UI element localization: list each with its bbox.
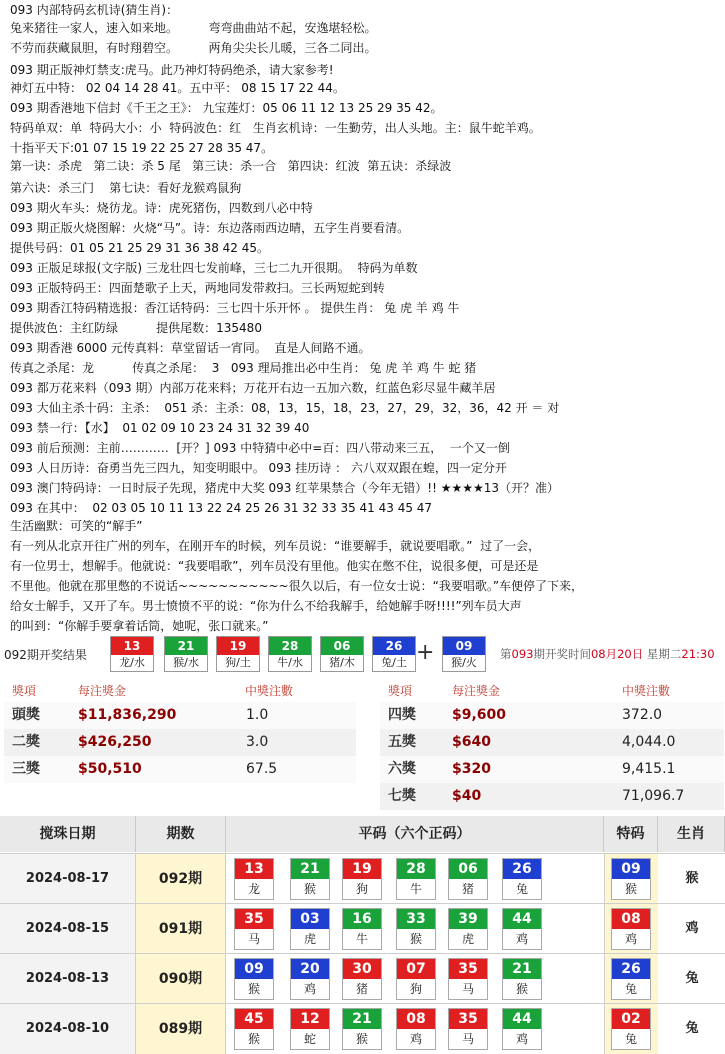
history-special-number: 26 [612, 959, 650, 979]
draw-ball-zodiac: 兔/土 [381, 656, 407, 669]
prize-money: $9,600 [452, 707, 507, 723]
history-ball-number: 08 [397, 1009, 435, 1029]
history-ball-zodiac: 猴 [409, 932, 422, 946]
history-table [0, 816, 725, 1053]
history-row [0, 853, 725, 904]
history-special-zodiac: 兔 [624, 1032, 637, 1046]
text-line: 给女士解手，又开了车。男士愤愤不平的说：“你为什么不给我解手，给她解手呀!!!!”列车员大声 [10, 599, 522, 613]
prize-row [376, 756, 725, 783]
text-line: 第六诀：杀三门 第七诀：看好龙猴鸡鼠狗 [10, 181, 242, 195]
draw-ball-number: 13 [111, 637, 153, 655]
text-line: 093 前后预测：主前………… [开？] 093 中特猜中必中=百：四八带动来三五， 一个又一倒 [10, 441, 510, 455]
history-ball [342, 958, 382, 1000]
history-date: 2024-08-10 [0, 1004, 136, 1054]
history-ball-number: 44 [503, 909, 541, 929]
prize-name: 六獎 [388, 761, 416, 777]
history-special-zodiac: 兔 [624, 982, 637, 996]
next-draw-prefix: 第 [500, 647, 512, 661]
text-line: 093 期香江特码精选报：香江话特码：三七四十乐开怀 。 提供生肖： 兔 虎 羊 鸡 牛 [10, 301, 460, 315]
text-line: 093 都万花来料（093 期）内部万花来料；万花开右边一五加六数，红蓝色彩尽显牛藏羊居 [10, 381, 496, 395]
history-special-cell [604, 954, 658, 1004]
history-period: 092期 [136, 854, 226, 904]
text-line: 提供波色：主红防绿 提供尾数：135480 [10, 321, 262, 335]
prize-money: $40 [452, 788, 482, 804]
draw-ball-number: 06 [321, 637, 363, 655]
prize-row [376, 702, 725, 729]
history-ball [342, 1008, 382, 1050]
history-ball-number: 26 [503, 859, 541, 879]
text-line: 093 期正版火烧图解：火烧“马”。诗：东边落雨西边晴，五字生肖要看清。 [10, 221, 410, 235]
text-line: 第一诀：杀虎 第二诀：杀 5 尾 第三诀：杀一合 第四诀：红波 第五诀：杀绿波 [10, 159, 452, 173]
history-ball-number: 09 [235, 959, 273, 979]
history-special-number: 08 [612, 909, 650, 929]
history-period: 091期 [136, 904, 226, 954]
prize-count: 71,096.7 [622, 788, 685, 804]
history-ball-zodiac: 牛 [355, 932, 368, 946]
text-line: 093 内部特码玄机诗(猜生肖)： [10, 3, 179, 17]
prize-money: $11,836,290 [78, 707, 177, 723]
history-ball-number: 13 [235, 859, 273, 879]
history-special-zodiac: 猴 [624, 882, 637, 896]
text-line: 有一列从北京开往广州的列车，在刚开车的时候，列车员说：“谁要解手，就说要唱歌。” 过了一会， [10, 539, 541, 553]
history-ball-zodiac: 猪 [355, 982, 368, 996]
history-header: 生肖 [658, 816, 725, 852]
history-special-number: 02 [612, 1009, 650, 1029]
history-special-ball [611, 958, 651, 1000]
history-ball-number: 19 [343, 859, 381, 879]
text-line: 的叫到：“你解手要拿着话筒，她呢，张口就来。” [10, 619, 269, 633]
history-ball-zodiac: 虎 [461, 932, 474, 946]
history-ball-number: 20 [291, 959, 329, 979]
text-line: 093 期正版神灯禁支:虎马。此乃神灯特码绝杀，请大家参考! [10, 63, 334, 77]
history-ball-zodiac: 猴 [355, 1032, 368, 1046]
history-ball [234, 858, 274, 900]
history-ball-number: 12 [291, 1009, 329, 1029]
history-ball-number: 03 [291, 909, 329, 929]
history-ball-number: 21 [343, 1009, 381, 1029]
draw-ball-zodiac: 牛/水 [277, 656, 303, 669]
history-ball-zodiac: 鸡 [409, 1032, 422, 1046]
draw-special-number: 09 [443, 637, 485, 655]
prize-row [376, 729, 725, 756]
history-ball [234, 908, 274, 950]
history-zodiac: 兔 [685, 1021, 699, 1036]
draw-ball-number: 21 [165, 637, 207, 655]
draw-ball-zodiac: 狗/土 [225, 656, 251, 669]
history-zodiac: 鸡 [685, 921, 699, 936]
draw-ball-number: 19 [217, 637, 259, 655]
history-ball [502, 858, 542, 900]
history-zodiac: 兔 [685, 971, 699, 986]
history-period: 089期 [136, 1004, 226, 1054]
history-ball-zodiac: 蛇 [303, 1032, 316, 1046]
draw-ball-zodiac: 龙/水 [119, 656, 145, 669]
history-special-ball [611, 858, 651, 900]
text-line: 有一位男士，想解手。他就说：“我要唱歌”，列车员没有里他。他实在憋不住，说很多便，可是还是 [10, 559, 539, 573]
prize-header: 獎項 [12, 684, 37, 698]
history-special-cell [604, 854, 658, 904]
draw-ball [110, 636, 154, 672]
next-draw-mid: 期开奖时间 [533, 647, 591, 661]
prize-header: 中獎注數 [245, 684, 294, 698]
history-ball-number: 33 [397, 909, 435, 929]
draw-ball [216, 636, 260, 672]
history-ball-number: 39 [449, 909, 487, 929]
history-ball-number: 35 [449, 959, 487, 979]
history-ball [502, 958, 542, 1000]
history-ball [290, 908, 330, 950]
history-ball [396, 858, 436, 900]
draw-special-ball [442, 636, 486, 672]
history-header: 特码 [604, 816, 658, 852]
next-draw-week: 星期二 [643, 647, 682, 661]
history-row [0, 953, 725, 1004]
history-ball-zodiac: 马 [461, 1032, 474, 1046]
history-ball-zodiac: 猴 [247, 982, 260, 996]
history-ball [290, 958, 330, 1000]
history-special-cell [604, 1004, 658, 1054]
history-ball [342, 908, 382, 950]
prize-name: 頭獎 [12, 707, 40, 723]
history-special-ball [611, 908, 651, 950]
history-ball-number: 06 [449, 859, 487, 879]
prize-money: $640 [452, 734, 491, 750]
history-ball-zodiac: 鸡 [515, 932, 528, 946]
history-ball-zodiac: 马 [247, 932, 260, 946]
prize-count: 372.0 [622, 707, 663, 723]
text-line: 093 澳门特码诗：一日时辰子先现，猪虎中大奖 093 红苹果禁合（今年无错）!! ★★★★13（开？准） [10, 481, 559, 495]
history-header: 搅珠日期 [0, 816, 136, 852]
history-special-number: 09 [612, 859, 650, 879]
text-line: 093 正版足球报(文字版) 三龙壮四七发前峰，三七二九开很期。 特码为单数 [10, 261, 418, 275]
history-ball-zodiac: 马 [461, 982, 474, 996]
prize-table [0, 680, 725, 808]
prize-header: 中獎注數 [622, 684, 671, 698]
plus-sign: + [416, 640, 435, 665]
history-header: 平码（六个正码） [226, 816, 604, 852]
prize-money: $50,510 [78, 761, 142, 777]
history-ball [502, 908, 542, 950]
draw-ball [164, 636, 208, 672]
text-line: 神灯五中特： 02 04 14 28 41。五中平： 08 15 17 22 44。 [10, 81, 345, 95]
history-special-cell [604, 904, 658, 954]
prize-name: 七獎 [388, 788, 416, 804]
history-ball-zodiac: 狗 [355, 882, 368, 896]
draw-result-label: 092期开奖结果 [4, 648, 87, 662]
text-line: 093 大仙主杀十码：主杀： 051 杀：主杀：08，13，15，18，23，27，29，32，36，42 开 ＝ 对 [10, 401, 560, 415]
history-ball-zodiac: 猪 [461, 882, 474, 896]
prize-header: 獎項 [388, 684, 413, 698]
history-row [0, 903, 725, 954]
history-ball-zodiac: 牛 [409, 882, 422, 896]
prize-money: $426,250 [78, 734, 152, 750]
draw-ball-zodiac: 猴/水 [173, 656, 199, 669]
prize-count: 1.0 [246, 707, 269, 723]
next-draw-period: 093 [511, 647, 534, 661]
history-ball [234, 958, 274, 1000]
history-ball-zodiac: 猴 [247, 1032, 260, 1046]
history-ball-number: 16 [343, 909, 381, 929]
history-ball [448, 858, 488, 900]
prize-name: 三獎 [12, 761, 40, 777]
prize-count: 9,415.1 [622, 761, 676, 777]
prize-count: 3.0 [246, 734, 269, 750]
text-line: 十指平天下:01 07 15 19 22 25 27 28 35 47。 [10, 141, 274, 155]
history-zodiac: 猴 [685, 871, 699, 886]
prize-row [0, 756, 350, 783]
draw-ball-number: 28 [269, 637, 311, 655]
text-line: 特码单双：单 特码大小：小 特码波色：红 生肖玄机诗：一生勤劳，出人头地。主：鼠牛蛇羊鸡。 [10, 121, 541, 135]
prize-header: 每注獎金 [78, 684, 127, 698]
history-ball [448, 958, 488, 1000]
history-ball-zodiac: 龙 [247, 882, 260, 896]
history-ball [502, 1008, 542, 1050]
history-period: 090期 [136, 954, 226, 1004]
prize-name: 四獎 [388, 707, 416, 723]
draw-ball [268, 636, 312, 672]
prize-count: 67.5 [246, 761, 278, 777]
history-ball-number: 21 [291, 859, 329, 879]
history-special-ball [611, 1008, 651, 1050]
next-draw-time [500, 646, 715, 662]
history-ball-zodiac: 狗 [409, 982, 422, 996]
history-ball-number: 30 [343, 959, 381, 979]
history-ball-number: 44 [503, 1009, 541, 1029]
text-line: 提供号码：01 05 21 25 29 31 36 38 42 45。 [10, 241, 270, 255]
history-ball-number: 35 [449, 1009, 487, 1029]
history-ball-number: 35 [235, 909, 273, 929]
history-ball [448, 1008, 488, 1050]
history-ball-number: 07 [397, 959, 435, 979]
history-ball-number: 45 [235, 1009, 273, 1029]
prize-name: 五獎 [388, 734, 416, 750]
history-date: 2024-08-17 [0, 854, 136, 904]
draw-ball-zodiac: 猪/木 [329, 656, 355, 669]
next-draw-date: 08月20日 [590, 647, 644, 661]
history-ball-zodiac: 猴 [515, 982, 528, 996]
history-ball [290, 1008, 330, 1050]
prize-count: 4,044.0 [622, 734, 676, 750]
history-date: 2024-08-13 [0, 954, 136, 1004]
prize-row [376, 783, 725, 810]
prize-money: $320 [452, 761, 491, 777]
history-ball-zodiac: 虎 [303, 932, 316, 946]
history-date: 2024-08-15 [0, 904, 136, 954]
next-draw-clock: 21:30 [681, 647, 715, 661]
history-ball-number: 28 [397, 859, 435, 879]
history-ball [396, 958, 436, 1000]
history-ball-zodiac: 猴 [303, 882, 316, 896]
draw-result-bar [0, 634, 725, 676]
history-row [0, 1003, 725, 1054]
text-line: 093 在其中： 02 03 05 10 11 13 22 24 25 26 31 32 33 35 41 43 45 47 [10, 501, 433, 515]
prize-name: 二獎 [12, 734, 40, 750]
text-line: 093 期香港地下信封《千王之王》： 九宝莲灯：05 06 11 12 13 25 29 35 42。 [10, 101, 443, 115]
history-ball-zodiac: 兔 [515, 882, 528, 896]
draw-ball-number: 26 [373, 637, 415, 655]
history-ball [290, 858, 330, 900]
history-ball [342, 858, 382, 900]
history-ball-number: 21 [503, 959, 541, 979]
text-line: 生活幽默：可笑的“解手” [10, 519, 143, 533]
text-line: 不劳而获藏鼠胆，有时翔碧空。 两角尖尖长儿暖，三各二同出。 [10, 41, 377, 55]
draw-ball [372, 636, 416, 672]
draw-special-zodiac: 猴/火 [451, 656, 477, 669]
history-ball [396, 1008, 436, 1050]
text-line: 兔来猪往一家人，速入如来地。 弯弯曲曲站不起，安逸堪轻松。 [10, 21, 377, 35]
text-line: 不里他。他就在那里憋的不说话~~~~~~~~~~~很久以后，有一位女士说：“我要唱歌。”车便停了下来， [10, 579, 584, 593]
history-special-zodiac: 鸡 [624, 932, 637, 946]
text-line: 093 正版特码王：四面楚歌子上天，两地同发带救扫。三长两短蛇到转 [10, 281, 385, 295]
prize-row [0, 702, 350, 729]
history-ball [234, 1008, 274, 1050]
text-line: 传真之杀尾：龙 传真之杀尾： 3 093 理局推出必中生肖： 兔 虎 羊 鸡 牛 蛇 猪 [10, 361, 477, 375]
prize-header: 每注獎金 [452, 684, 501, 698]
text-line: 093 期火车头：烧彷龙。诗：虎死猪伤，四数到八必中特 [10, 201, 313, 215]
history-header: 期数 [136, 816, 226, 852]
history-ball [448, 908, 488, 950]
draw-ball [320, 636, 364, 672]
prize-row [0, 729, 350, 756]
text-line: 093 禁一行：【水】 01 02 09 10 23 24 31 32 39 40 [10, 421, 310, 435]
text-line: 093 人日历诗：奋勇当先三四九，知变明眼中。 093 挂历诗 ： 六八双双跟在蝗，四一定分开 [10, 461, 507, 475]
history-ball [396, 908, 436, 950]
history-ball-zodiac: 鸡 [515, 1032, 528, 1046]
text-line: 093 期香港 6000 元传真料：草堂留话一宵同。 直是人间路不通。 [10, 341, 371, 355]
history-ball-zodiac: 鸡 [303, 982, 316, 996]
